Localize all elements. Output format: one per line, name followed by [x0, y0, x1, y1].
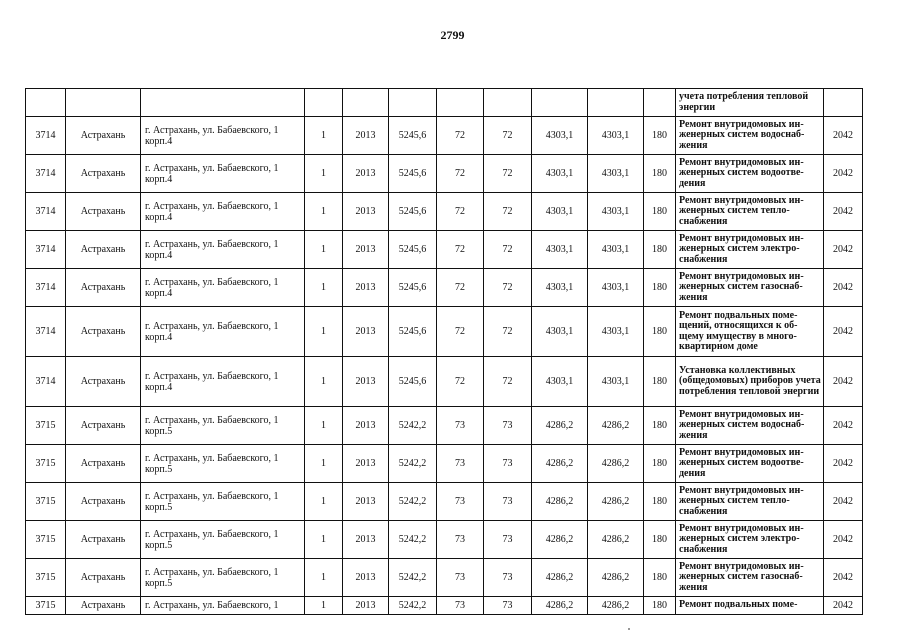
cell-col10: 4303,1: [588, 357, 644, 407]
cell-col8: 72: [484, 117, 532, 155]
cell-col8: 72: [484, 307, 532, 357]
cell-id: 3714: [26, 193, 66, 231]
cell-work: Ремонт внутридомовых ин-женерных систем газоснаб-жения: [676, 269, 824, 307]
cell-col10: 4286,2: [588, 483, 644, 521]
address-line-1: г. Астрахань, ул. Бабаевского, 1: [145, 490, 279, 502]
address-line-1: г. Астрахань, ул. Бабаевского, 1: [145, 370, 279, 382]
cell-id: 3715: [26, 445, 66, 483]
cell-work: Ремонт внутридомовых ин-женерных систем газоснаб-жения: [676, 559, 824, 597]
cell-col4: 1: [305, 155, 343, 193]
scan-artifact: [628, 628, 630, 630]
cell-col9: 4303,1: [532, 357, 588, 407]
cell-col7: 72: [437, 193, 484, 231]
cell-address: [141, 445, 305, 483]
cell-id: 3714: [26, 231, 66, 269]
cell-city: Астрахань: [66, 521, 141, 559]
address-line-2: корп.4: [145, 211, 173, 223]
address-line-2: корп.4: [145, 287, 173, 299]
cell-year: [343, 89, 389, 117]
cell-area: 5245,6: [389, 193, 437, 231]
cell-city: Астрахань: [66, 559, 141, 597]
cell-col7: 73: [437, 559, 484, 597]
table-row: [26, 155, 863, 193]
address-line-1: г. Астрахань, ул. Бабаевского, 1: [145, 276, 279, 288]
cell-col9: 4286,2: [532, 445, 588, 483]
address-line-2: корп.4: [145, 331, 173, 343]
cell-col10: 4286,2: [588, 407, 644, 445]
cell-col7: 73: [437, 445, 484, 483]
cell-col8: 73: [484, 483, 532, 521]
cell-address: [141, 521, 305, 559]
address-line-2: корп.4: [145, 381, 173, 393]
address-line-1: г. Астрахань, ул. Бабаевского, 1: [145, 238, 279, 250]
cell-col4: 1: [305, 117, 343, 155]
cell-col9: 4286,2: [532, 483, 588, 521]
cell-year: 2013: [343, 155, 389, 193]
cell-col8: 72: [484, 357, 532, 407]
cell-col11: 180: [644, 269, 676, 307]
table-row: [26, 89, 863, 117]
table-row: [26, 521, 863, 559]
cell-year: 2013: [343, 307, 389, 357]
cell-address: [141, 307, 305, 357]
page-number: 2799: [440, 28, 465, 42]
cell-id: 3714: [26, 357, 66, 407]
cell-col8: 73: [484, 559, 532, 597]
address-line-1: г. Астрахань, ул. Бабаевского, 1: [145, 528, 279, 540]
cell-end-year: 2042: [824, 307, 863, 357]
cell-area: 5245,6: [389, 231, 437, 269]
cell-end-year: 2042: [824, 559, 863, 597]
cell-address: [141, 269, 305, 307]
cell-address: [141, 89, 305, 117]
address-line-2: корп.5: [145, 425, 173, 437]
cell-col4: 1: [305, 269, 343, 307]
cell-col4: 1: [305, 559, 343, 597]
cell-area: [389, 89, 437, 117]
cell-work: Ремонт внутридомовых ин-женерных систем водоотве-дения: [676, 155, 824, 193]
cell-year: 2013: [343, 231, 389, 269]
cell-area: 5245,6: [389, 155, 437, 193]
cell-col11: 180: [644, 193, 676, 231]
cell-city: [66, 89, 141, 117]
cell-end-year: 2042: [824, 269, 863, 307]
cell-work: учета потребления тепловой энергии: [676, 89, 824, 117]
cell-col8: 73: [484, 597, 532, 615]
cell-col9: 4286,2: [532, 407, 588, 445]
cell-col4: 1: [305, 483, 343, 521]
cell-col11: 180: [644, 559, 676, 597]
cell-id: 3715: [26, 407, 66, 445]
cell-work: Ремонт внутридомовых ин-женерных систем электро-снабжения: [676, 521, 824, 559]
table-row: [26, 597, 863, 615]
cell-col10: 4303,1: [588, 307, 644, 357]
cell-col11: 180: [644, 521, 676, 559]
cell-end-year: 2042: [824, 193, 863, 231]
cell-col7: 72: [437, 307, 484, 357]
cell-col9: 4286,2: [532, 597, 588, 615]
cell-col11: 180: [644, 483, 676, 521]
cell-address: [141, 407, 305, 445]
cell-work: Ремонт внутридомовых ин-женерных систем тепло-снабжения: [676, 193, 824, 231]
cell-col10: 4286,2: [588, 559, 644, 597]
address-line-1: г. Астрахань, ул. Бабаевского, 1: [145, 162, 279, 174]
cell-col10: 4303,1: [588, 231, 644, 269]
cell-year: 2013: [343, 193, 389, 231]
cell-col8: [484, 89, 532, 117]
cell-col7: [437, 89, 484, 117]
cell-year: 2013: [343, 597, 389, 615]
cell-col9: 4303,1: [532, 117, 588, 155]
cell-end-year: 2042: [824, 155, 863, 193]
cell-address: [141, 559, 305, 597]
cell-col4: 1: [305, 193, 343, 231]
cell-city: Астрахань: [66, 307, 141, 357]
cell-col4: 1: [305, 521, 343, 559]
table-row: [26, 407, 863, 445]
table-row: [26, 559, 863, 597]
cell-city: Астрахань: [66, 597, 141, 615]
cell-end-year: 2042: [824, 117, 863, 155]
cell-col9: 4303,1: [532, 193, 588, 231]
table-row: [26, 483, 863, 521]
address-line-1: г. Астрахань, ул. Бабаевского, 1: [145, 452, 279, 464]
cell-area: 5245,6: [389, 269, 437, 307]
cell-col9: 4303,1: [532, 231, 588, 269]
cell-city: Астрахань: [66, 193, 141, 231]
cell-work: Ремонт внутридомовых ин-женерных систем водоотве-дения: [676, 445, 824, 483]
cell-work: Ремонт подвальных поме-: [676, 597, 824, 615]
cell-end-year: 2042: [824, 407, 863, 445]
table-row: [26, 307, 863, 357]
cell-col8: 73: [484, 407, 532, 445]
cell-col10: 4286,2: [588, 521, 644, 559]
cell-end-year: 2042: [824, 521, 863, 559]
address-line-1: г. Астрахань, ул. Бабаевского, 1: [145, 414, 279, 426]
cell-city: Астрахань: [66, 231, 141, 269]
cell-address: [141, 193, 305, 231]
cell-col11: 180: [644, 357, 676, 407]
cell-address: [141, 483, 305, 521]
cell-col8: 72: [484, 269, 532, 307]
cell-col7: 73: [437, 597, 484, 615]
cell-col4: 1: [305, 445, 343, 483]
cell-end-year: [824, 89, 863, 117]
address-line-1: г. Астрахань, ул. Бабаевского, 1: [145, 600, 279, 611]
cell-id: 3715: [26, 521, 66, 559]
cell-col7: 73: [437, 407, 484, 445]
address-line-2: корп.4: [145, 173, 173, 185]
cell-col9: 4303,1: [532, 307, 588, 357]
cell-col11: 180: [644, 117, 676, 155]
cell-work: Ремонт внутридомовых ин-женерных систем тепло-снабжения: [676, 483, 824, 521]
cell-col10: 4303,1: [588, 193, 644, 231]
cell-id: 3714: [26, 269, 66, 307]
table-row: [26, 357, 863, 407]
table-row: [26, 445, 863, 483]
cell-col4: [305, 89, 343, 117]
cell-id: [26, 89, 66, 117]
cell-end-year: 2042: [824, 445, 863, 483]
cell-address: [141, 357, 305, 407]
cell-col11: 180: [644, 445, 676, 483]
cell-work: Ремонт внутридомовых ин-женерных систем электро-снабжения: [676, 231, 824, 269]
cell-col8: 72: [484, 155, 532, 193]
cell-city: Астрахань: [66, 117, 141, 155]
cell-work: Установка коллективных (общедомовых) приборов учета потребления тепловой энергии: [676, 357, 824, 407]
cell-col7: 72: [437, 117, 484, 155]
address-line-2: корп.4: [145, 249, 173, 261]
address-line-2: корп.4: [145, 135, 173, 147]
cell-address: [141, 231, 305, 269]
cell-col4: 1: [305, 597, 343, 615]
cell-col4: 1: [305, 231, 343, 269]
cell-city: Астрахань: [66, 407, 141, 445]
cell-address: [141, 117, 305, 155]
cell-address: [141, 597, 305, 615]
registry-table: [25, 88, 863, 615]
cell-area: 5245,6: [389, 307, 437, 357]
address-line-2: корп.5: [145, 539, 173, 551]
address-line-1: г. Астрахань, ул. Бабаевского, 1: [145, 566, 279, 578]
cell-col11: 180: [644, 155, 676, 193]
cell-city: Астрахань: [66, 269, 141, 307]
cell-id: 3714: [26, 117, 66, 155]
cell-col11: 180: [644, 407, 676, 445]
cell-col10: 4303,1: [588, 155, 644, 193]
cell-col9: 4303,1: [532, 269, 588, 307]
cell-area: 5245,6: [389, 357, 437, 407]
cell-col4: 1: [305, 357, 343, 407]
cell-col8: 73: [484, 445, 532, 483]
cell-area: 5242,2: [389, 521, 437, 559]
cell-city: Астрахань: [66, 483, 141, 521]
table-row: [26, 269, 863, 307]
cell-col4: 1: [305, 307, 343, 357]
cell-col7: 72: [437, 231, 484, 269]
cell-col8: 72: [484, 231, 532, 269]
address-line-2: корп.5: [145, 501, 173, 513]
cell-col7: 72: [437, 357, 484, 407]
cell-year: 2013: [343, 483, 389, 521]
cell-col4: 1: [305, 407, 343, 445]
cell-year: 2013: [343, 357, 389, 407]
table-row: [26, 117, 863, 155]
cell-city: Астрахань: [66, 155, 141, 193]
cell-area: 5242,2: [389, 445, 437, 483]
cell-id: 3714: [26, 307, 66, 357]
cell-id: 3715: [26, 559, 66, 597]
cell-end-year: 2042: [824, 231, 863, 269]
cell-year: 2013: [343, 269, 389, 307]
cell-col9: 4286,2: [532, 559, 588, 597]
cell-col7: 72: [437, 155, 484, 193]
address-line-2: корп.5: [145, 577, 173, 589]
cell-col8: 73: [484, 521, 532, 559]
cell-col10: 4286,2: [588, 445, 644, 483]
table-row: [26, 193, 863, 231]
cell-year: 2013: [343, 407, 389, 445]
cell-col8: 72: [484, 193, 532, 231]
address-line-1: г. Астрахань, ул. Бабаевского, 1: [145, 200, 279, 212]
address-line-2: корп.5: [145, 463, 173, 475]
table-row: [26, 231, 863, 269]
cell-col11: 180: [644, 597, 676, 615]
cell-work: Ремонт внутридомовых ин-женерных систем водоснаб-жения: [676, 407, 824, 445]
cell-area: 5242,2: [389, 597, 437, 615]
cell-area: 5242,2: [389, 559, 437, 597]
cell-id: 3715: [26, 483, 66, 521]
cell-city: Астрахань: [66, 357, 141, 407]
cell-work: Ремонт внутридомовых ин-женерных систем водоснаб-жения: [676, 117, 824, 155]
cell-area: 5245,6: [389, 117, 437, 155]
cell-end-year: 2042: [824, 357, 863, 407]
cell-city: Астрахань: [66, 445, 141, 483]
cell-col9: [532, 89, 588, 117]
cell-work: Ремонт подвальных поме-щений, относящихся к об-щему имуществу в много-квартирном доме: [676, 307, 824, 357]
cell-col9: 4303,1: [532, 155, 588, 193]
cell-col11: [644, 89, 676, 117]
cell-col10: 4286,2: [588, 597, 644, 615]
cell-end-year: 2042: [824, 483, 863, 521]
cell-col10: 4303,1: [588, 269, 644, 307]
table-body: [26, 89, 863, 615]
address-line-1: г. Астрахань, ул. Бабаевского, 1: [145, 124, 279, 136]
cell-col11: 180: [644, 231, 676, 269]
cell-area: 5242,2: [389, 483, 437, 521]
cell-year: 2013: [343, 521, 389, 559]
cell-col10: [588, 89, 644, 117]
cell-col9: 4286,2: [532, 521, 588, 559]
address-line-1: г. Астрахань, ул. Бабаевского, 1: [145, 320, 279, 332]
cell-year: 2013: [343, 117, 389, 155]
cell-year: 2013: [343, 559, 389, 597]
cell-area: 5242,2: [389, 407, 437, 445]
cell-end-year: 2042: [824, 597, 863, 615]
cell-col10: 4303,1: [588, 117, 644, 155]
cell-id: 3715: [26, 597, 66, 615]
cell-id: 3714: [26, 155, 66, 193]
cell-col7: 73: [437, 521, 484, 559]
cell-col7: 73: [437, 483, 484, 521]
cell-address: [141, 155, 305, 193]
cell-year: 2013: [343, 445, 389, 483]
cell-col7: 72: [437, 269, 484, 307]
cell-col11: 180: [644, 307, 676, 357]
